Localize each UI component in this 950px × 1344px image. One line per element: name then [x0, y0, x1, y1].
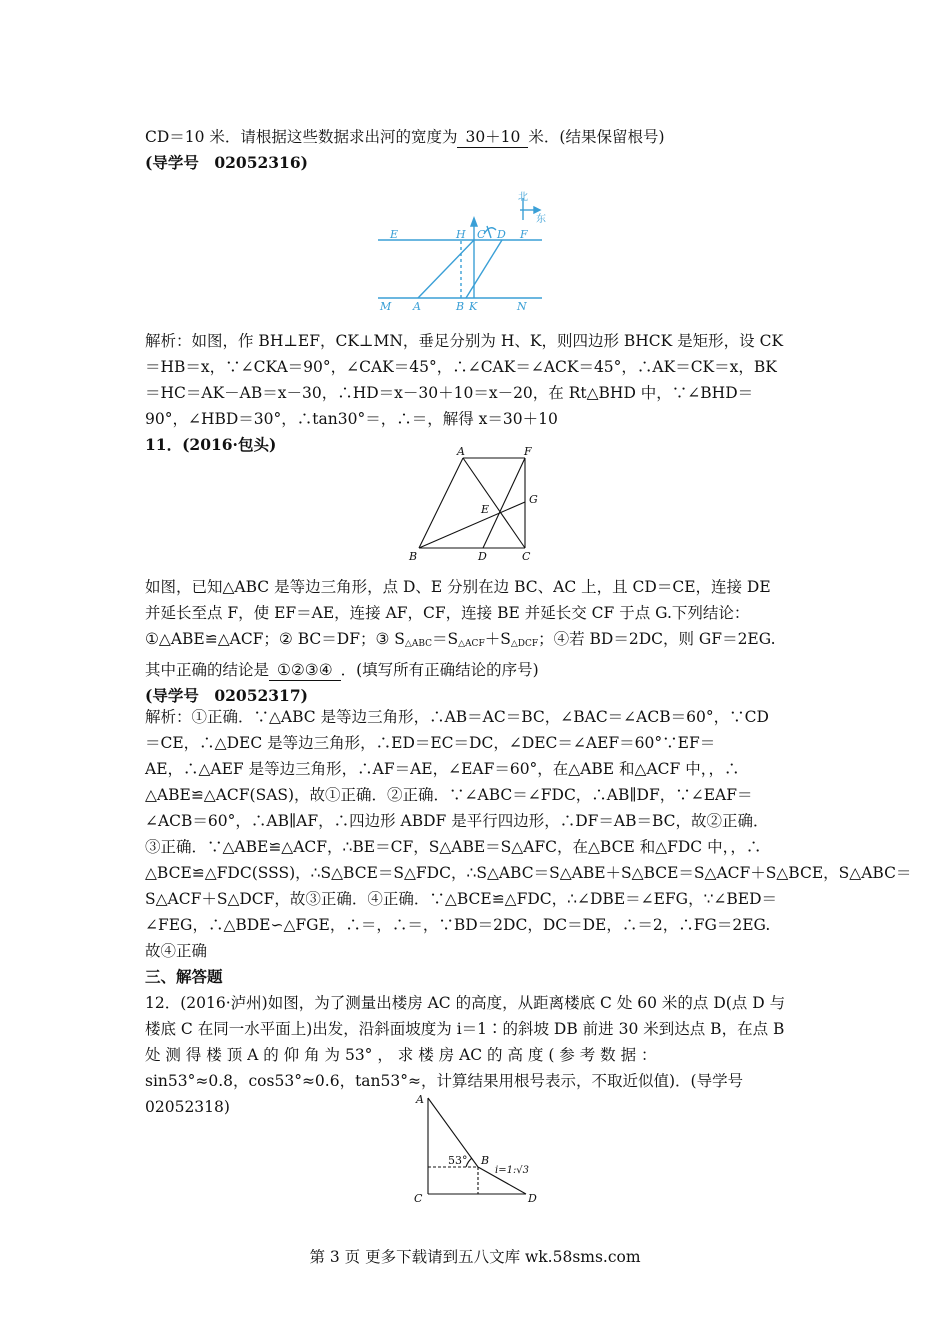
- text-part: ①△ABE≌△ACF；② BC＝DF；③ S: [145, 630, 405, 648]
- page-footer: 第 3 页 更多下载请到五八文库 wk.58sms.com: [309, 1248, 641, 1266]
- solution-line: 解析：①正确．∵△ABC 是等边三角形，∴AB＝AC＝BC，∠BAC＝∠ACB＝60°，∵CD: [145, 708, 769, 726]
- label-B: B: [456, 300, 465, 313]
- solution-line: AE，∴△AEF 是等边三角形，∴AF＝AE，∠EAF＝60°，在△ABE 和△ACF 中，，∴: [145, 760, 740, 778]
- stem-line: 并延长至点 F，使 EF＝AE，连接 AF，CF，连接 BE 并延长交 CF 于点 G.下列结论：: [145, 604, 750, 622]
- label-G: G: [529, 493, 538, 506]
- label-E: E: [481, 503, 490, 516]
- subscript: △ACF: [458, 639, 485, 649]
- triangle-figure: [405, 442, 545, 564]
- problem10-suffix: 米．(结果保留根号): [528, 128, 665, 146]
- section-heading: 三、解答题: [145, 967, 223, 986]
- problem10-answer-blank: 30＋10: [457, 127, 528, 148]
- problem10-line1: [145, 124, 807, 150]
- solution-line: ∠FEG，∴△BDE∽△FGE，∴＝，∴＝，∵BD＝2DC，DC＝DE，∴＝2，∴FG＝2EG.: [145, 916, 771, 934]
- label-east: 东: [536, 214, 546, 225]
- label-slope: i=1:√3: [495, 1165, 530, 1176]
- solution-line: ③正确．∵△ABE≌△ACF，∴BE＝CF，S△ABE＝S△AFC，在△BCE 和△FDC 中，，∴: [145, 838, 762, 856]
- problem10-guide: (导学号 02052316): [145, 153, 308, 172]
- label-D: D: [528, 1192, 537, 1205]
- text-part: ＋S: [484, 630, 511, 648]
- solution-line: 解析：如图，作 BH⊥EF，CK⊥MN，垂足分别为 H、K，则四边形 BHCK 是矩形，设 CK: [145, 332, 784, 350]
- answer-line: [145, 657, 807, 683]
- label-E: E: [390, 228, 399, 241]
- problem11-guide: (导学号 02052317): [145, 686, 308, 705]
- text-part: ＝S: [432, 630, 459, 648]
- label-F: F: [520, 228, 528, 241]
- problem11-answer-blank: ①②③④: [269, 660, 341, 681]
- stem-line: 如图，已知△ABC 是等边三角形，点 D、E 分别在边 BC、AC 上，且 CD＝CE，连接 DE: [145, 578, 771, 596]
- stem-line: sin53°≈0.8，cos53°≈0.6，tan53°≈，计算结果用根号表示，不取近似值)．(导学号: [145, 1072, 744, 1090]
- river-figure: [370, 190, 550, 320]
- solution-line: △ABE≌△ACF(SAS)，故①正确．②正确．∵∠ABC＝∠FDC，∴AB∥DF，∵∠EAF＝: [145, 786, 753, 804]
- label-C: C: [414, 1192, 423, 1205]
- subscript: △ABC: [404, 639, 433, 649]
- label-H: H: [456, 228, 466, 241]
- problem11-solution: [145, 704, 912, 964]
- label-A: A: [457, 445, 465, 458]
- problem11-header: 11．(2016·包头): [145, 435, 277, 454]
- label-C: C: [477, 228, 486, 241]
- label-D: D: [497, 228, 506, 241]
- stem-line: 02052318): [145, 1098, 230, 1116]
- solution-line: 故④正确: [145, 942, 208, 960]
- label-K: K: [469, 300, 478, 313]
- label-A: A: [416, 1093, 424, 1106]
- label-angle: 53°: [448, 1154, 468, 1167]
- label-F: F: [524, 445, 532, 458]
- label-N: N: [517, 300, 527, 313]
- label-A: A: [413, 300, 421, 313]
- label-B: B: [481, 1154, 490, 1167]
- solution-line: ＝HB＝x，∵∠CKA＝90°，∠CAK＝45°，∴∠CAK＝∠ACK＝45°，∴AK＝CK＝x，BK: [145, 358, 777, 376]
- label-C: C: [522, 550, 531, 563]
- text-part: 其中正确的结论是: [145, 661, 270, 679]
- solution-line: ∠ACB＝60°，∴AB∥AF，∴四边形 ABDF 是平行四边形，∴DF＝AB＝BC，故②正确．: [145, 812, 769, 830]
- subscript: △DCF: [510, 639, 539, 649]
- solution-line: ＝HC＝AK－AB＝x－30，∴HD＝x－30＋10＝x－20，在 Rt△BHD 中，∵∠BHD＝: [145, 384, 754, 402]
- stem-line: 处 测 得 楼 顶 A 的 仰 角 为 53° ， 求 楼 房 AC 的 高 度 ( 参 考 数 据 ：: [145, 1046, 657, 1064]
- solution-line: ＝CE，∴△DEC 是等边三角形，∴ED＝EC＝DC，∠DEC＝∠AEF＝60°∵EF＝: [145, 734, 716, 752]
- conclusions-line: [145, 626, 807, 657]
- solution-line: △BCE≌△FDC(SSS)，∴S△BCE＝S△FDC，∴S△ABC＝S△ABE＋S△BCE＝S△ACF＋S△BCE，S△ABC＝: [145, 864, 912, 882]
- text-part: ；④若 BD＝2DC，则 GF＝2EG.: [538, 630, 776, 648]
- problem11-stem: [145, 574, 807, 709]
- solution-line: 90°，∠HBD＝30°，∴tan30°＝，∴＝，解得 x＝30＋10: [145, 410, 558, 428]
- stem-line: 楼底 C 在同一水平面上)出发，沿斜面坡度为 i＝1∶的斜坡 DB 前进 30 米到达点 B，在点 B: [145, 1020, 785, 1038]
- label-M: M: [380, 300, 392, 313]
- solution-line: S△ACF＋S△DCF，故③正确．④正确．∵△BCE≌△FDC，∴∠DBE＝∠EFG，∵∠BED＝: [145, 890, 778, 908]
- label-north: 北: [518, 192, 528, 203]
- stem-line: 12．(2016·泸州)如图，为了测量出楼房 AC 的高度，从距离楼底 C 处 60 米的点 D(点 D 与: [145, 994, 786, 1012]
- building-figure: [408, 1090, 548, 1206]
- text-part: ．(填写所有正确结论的序号): [340, 661, 539, 679]
- problem10-text: CD＝10 米．请根据这些数据求出河的宽度为: [145, 128, 458, 146]
- label-B: B: [409, 550, 418, 563]
- problem10-solution: [145, 328, 807, 432]
- label-D: D: [478, 550, 487, 563]
